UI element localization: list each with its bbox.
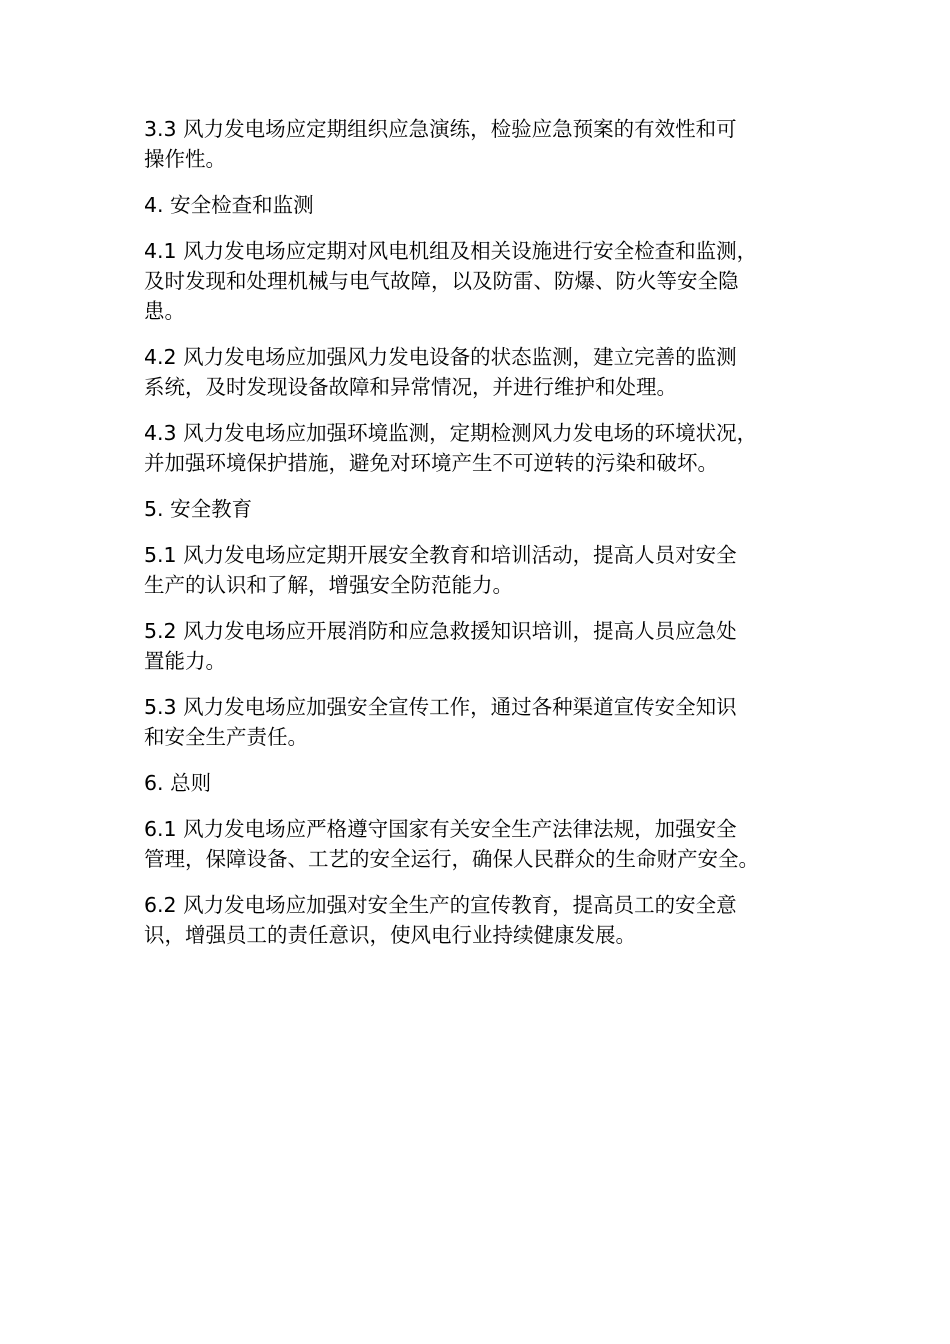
document-body bbox=[144, 114, 812, 966]
paragraph-4-1: 4.1 风力发电场应定期对风电机组及相关设施进行安全检查和监测， 及时发现和处理机械与电气故障，以及防雷、防爆、防火等安全隐 患。 bbox=[144, 239, 758, 323]
paragraph-3-3: 3.3 风力发电场应定期组织应急演练，检验应急预案的有效性和可 操作性。 bbox=[144, 117, 737, 171]
paragraph-6-2: 6.2 风力发电场应加强对安全生产的宣传教育，提高员工的安全意 识，增强员工的责任意识，使风电行业持续健康发展。 bbox=[144, 893, 737, 947]
section-heading-5: 5. 安全教育 bbox=[144, 497, 253, 521]
section-heading-6: 6. 总则 bbox=[144, 771, 212, 795]
section-heading-4: 4. 安全检查和监测 bbox=[144, 193, 314, 217]
paragraph-5-1: 5.1 风力发电场应定期开展安全教育和培训活动，提高人员对安全 生产的认识和了解，增强安全防范能力。 bbox=[144, 543, 737, 597]
paragraph-6-1: 6.1 风力发电场应严格遵守国家有关安全生产法律法规，加强安全 管理，保障设备、工艺的安全运行，确保人民群众的生命财产安全。 bbox=[144, 817, 759, 871]
paragraph-4-2: 4.2 风力发电场应加强风力发电设备的状态监测，建立完善的监测 系统，及时发现设备故障和异常情况，并进行维护和处理。 bbox=[144, 345, 737, 399]
paragraph-5-3: 5.3 风力发电场应加强安全宣传工作，通过各种渠道宣传安全知识 和安全生产责任。 bbox=[144, 695, 737, 749]
paragraph-4-3: 4.3 风力发电场应加强环境监测，定期检测风力发电场的环境状况， 并加强环境保护措施，避免对环境产生不可逆转的污染和破坏。 bbox=[144, 421, 758, 475]
paragraph-5-2: 5.2 风力发电场应开展消防和应急救援知识培训，提高人员应急处 置能力。 bbox=[144, 619, 737, 673]
